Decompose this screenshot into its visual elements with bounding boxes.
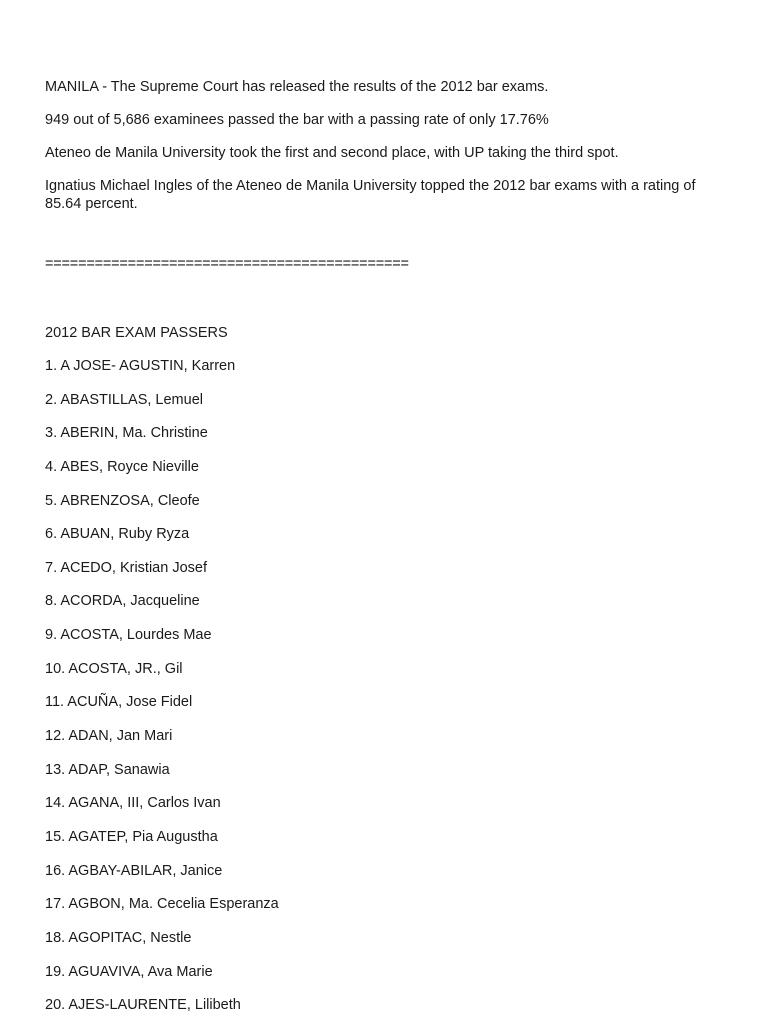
article-paragraph-topnotcher: Ignatius Michael Ingles of the Ateneo de Manila University topped the 2012 bar exams with a rating of 85.64 percent. [45, 178, 696, 212]
passers-list [45, 357, 735, 1014]
list-item: 3. ABERIN, Ma. Christine [45, 425, 208, 442]
list-item: 14. AGANA, III, Carlos Ivan [45, 795, 221, 812]
list-item: 9. ACOSTA, Lourdes Mae [45, 627, 212, 644]
list-item: 12. ADAN, Jan Mari [45, 728, 173, 745]
article-paragraph-manila: MANILA - The Supreme Court has released the results of the 2012 bar exams. [45, 79, 549, 95]
list-item: 19. AGUAVIVA, Ava Marie [45, 963, 213, 980]
list-item: 2. ABASTILLAS, Lemuel [45, 391, 203, 408]
list-item: 16. AGBAY-ABILAR, Janice [45, 862, 223, 879]
article-paragraph-passing-rate: 949 out of 5,686 examinees passed the bar with a passing rate of only 17.76% [45, 112, 549, 128]
document-page [45, 78, 735, 1030]
separator-line: ============================================ [45, 256, 409, 272]
list-item: 11. ACUÑA, Jose Fidel [45, 694, 193, 711]
list-item: 6. ABUAN, Ruby Ryza [45, 526, 190, 543]
list-item: 5. ABRENZOSA, Cleofe [45, 492, 200, 509]
list-item: 4. ABES, Royce Nieville [45, 458, 199, 475]
list-item: 20. AJES-LAURENTE, Lilibeth [45, 997, 241, 1014]
list-item: 13. ADAP, Sanawia [45, 761, 170, 778]
list-item: 7. ACEDO, Kristian Josef [45, 559, 207, 576]
list-item: 8. ACORDA, Jacqueline [45, 593, 200, 610]
passers-list-title: 2012 BAR EXAM PASSERS [45, 325, 228, 341]
list-item: 1. A JOSE- AGUSTIN, Karren [45, 358, 236, 374]
list-item: 17. AGBON, Ma. Cecelia Esperanza [45, 896, 279, 913]
article-paragraph-top-schools: Ateneo de Manila University took the first and second place, with UP taking the third spot. [45, 145, 619, 161]
list-item: 10. ACOSTA, JR., Gil [45, 660, 183, 677]
list-item: 15. AGATEP, Pia Augustha [45, 828, 218, 845]
list-item: 18. AGOPITAC, Nestle [45, 929, 192, 946]
